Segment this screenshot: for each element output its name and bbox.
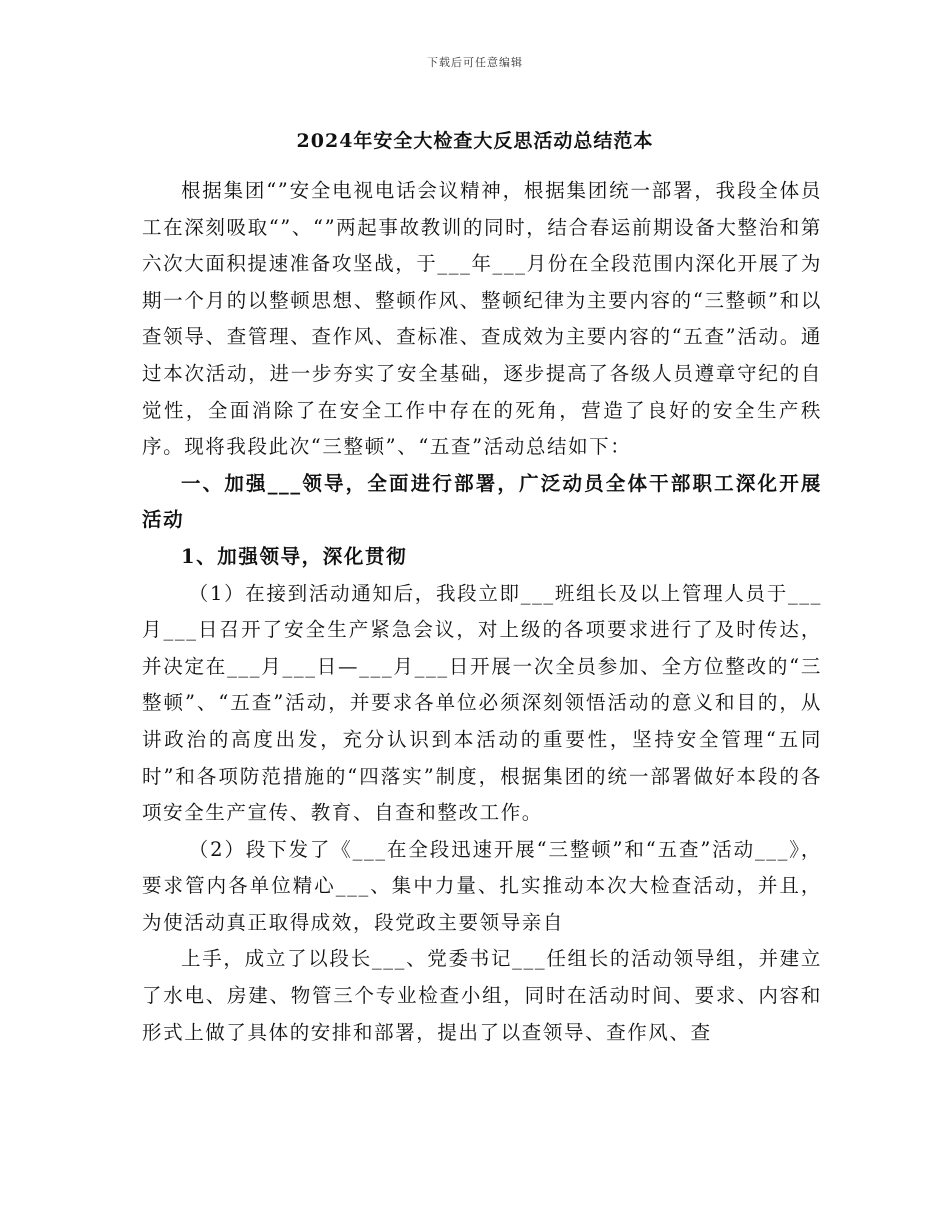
paragraph-item-1: （1）在接到活动通知后，我段立即___班组长及以上管理人员于___月___日召开了安全生产紧急会议，对上级的各项要求进行了及时传达，并决定在___月___日—___月___日开展一次全员参加、全方位整改的“三整顿”、“五查”活动，并要求各单位必须深刻领悟活动的意义和目的，从讲政治的高度出发，充分认识到本活动的重要性，坚持安全管理“五同时”和各项防范措施的“四落实”制度，根据集团的统一部署做好本段的各项安全生产宣传、教育、自查和整改工作。 [142, 581, 822, 825]
document-body [142, 173, 822, 1051]
paragraph-item-2: （2）段下发了《___在全段迅速开展“三整顿”和“五查”活动___》，要求管内各单位精心___、集中力量、扎实推动本次大检查活动，并且，为使活动真正取得成效，段党政主要领导亲自 [142, 837, 822, 934]
subsection-heading-1: 1、加强领导，深化贯彻 [181, 544, 408, 568]
document-title: 2024年安全大检查大反思活动总结范本 [296, 130, 654, 152]
paragraph-intro: 根据集团“”安全电视电话会议精神，根据集团统一部署，我段全体员工在深刻吸取“”、“”两起事故教训的同时，结合春运前期设备大整治和第六次大面积提速准备攻坚战，于___年___月份在全段范围内深化开展了为期一个月的以整顿思想、整顿作风、整顿纪律为主要内容的“三整顿”和以查领导、查管理、查作风、查标准、查成效为主要内容的“五查”活动。通过本次活动，进一步夯实了安全基础，逐步提高了各级人员遵章守纪的自觉性，全面消除了在安全工作中存在的死角，营造了良好的安全生产秩序。现将我段此次“三整顿”、“五查”活动总结如下： [142, 179, 823, 459]
paragraph-continuation: 上手，成立了以段长___、党委书记___任组长的活动领导组，并建立了水电、房建、物管三个专业检查小组，同时在活动时间、要求、内容和形式上做了具体的安排和部署，提出了以查领导、查作风、查 [142, 947, 822, 1044]
section-heading-1: 一、加强___领导，全面进行部署，广泛动员全体干部职工深化开展活动 [142, 471, 822, 532]
download-note: 下载后可任意编辑 [427, 56, 523, 69]
